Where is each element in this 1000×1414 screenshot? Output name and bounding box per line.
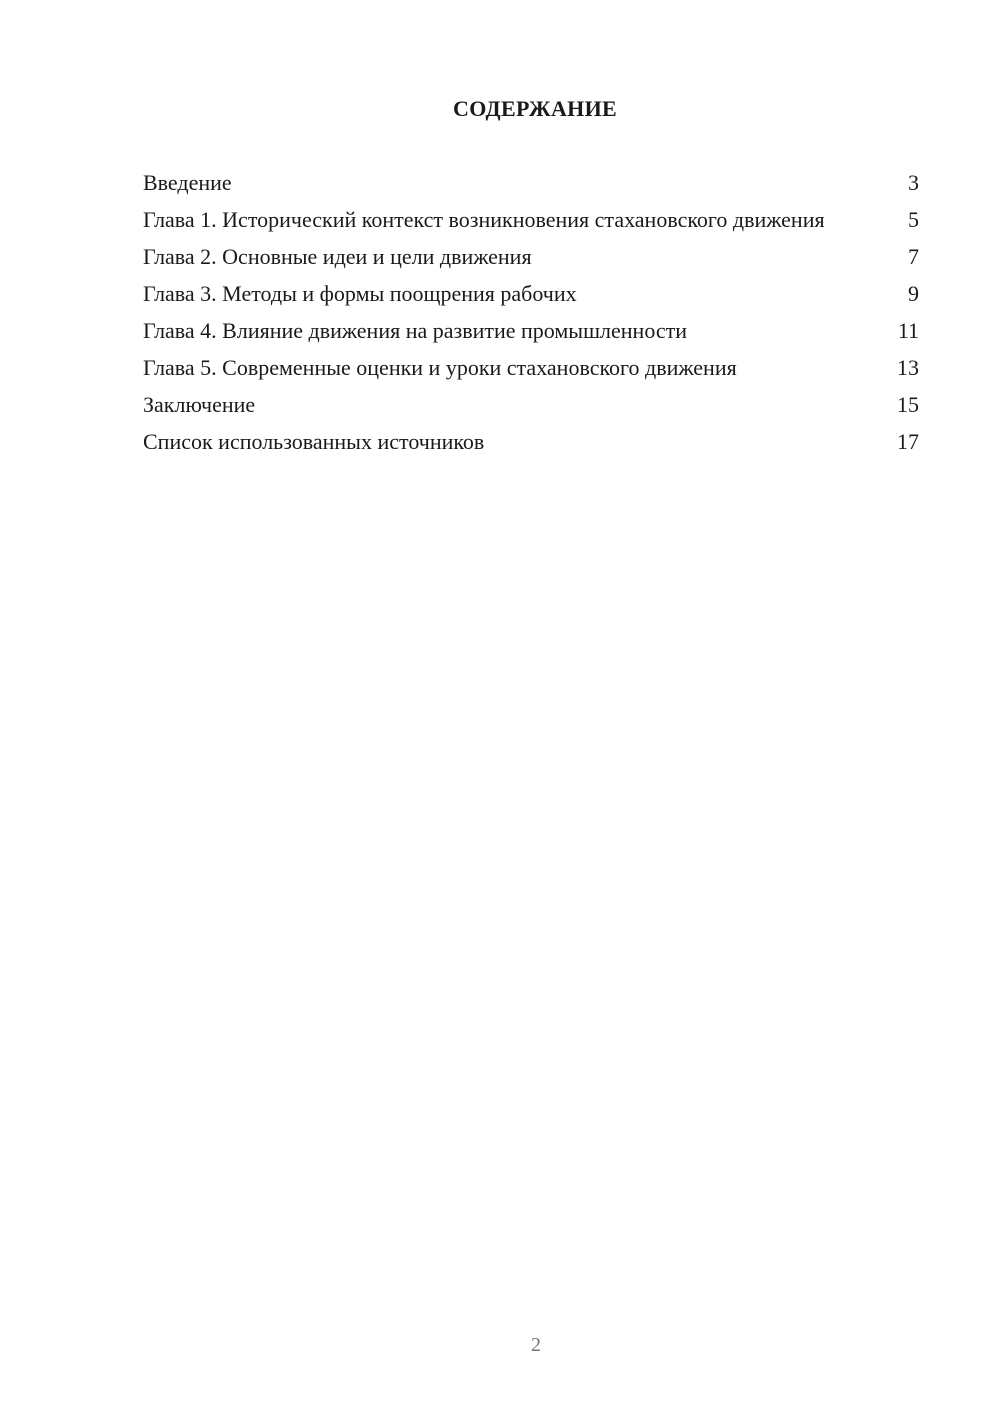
toc-entry-introduction	[143, 170, 919, 196]
toc-entry-label: Глава 2. Основные идеи и цели движения	[143, 244, 532, 269]
toc-entry-label: Введение	[143, 170, 232, 195]
toc-entry-chapter-3	[143, 281, 919, 307]
toc-entry-chapter-1	[143, 207, 919, 233]
toc-entry-page: 15	[897, 392, 919, 417]
toc-entry-page: 3	[908, 170, 919, 195]
toc-entry-label: Список использованных источников	[143, 429, 485, 454]
toc-entry-chapter-4	[143, 318, 919, 344]
table-of-contents	[143, 170, 919, 466]
toc-entry-label: Глава 4. Влияние движения на развитие промышленности	[143, 318, 688, 343]
toc-entry-conclusion	[143, 392, 919, 418]
toc-entry-label: Глава 5. Современные оценки и уроки стахановского движения	[143, 355, 737, 380]
toc-entry-chapter-5	[143, 355, 919, 381]
page-number: 2	[531, 1334, 541, 1356]
toc-entry-label: Заключение	[143, 392, 256, 417]
toc-entry-references	[143, 429, 919, 455]
toc-entry-chapter-2	[143, 244, 919, 270]
page-title: СОДЕРЖАНИЕ	[453, 96, 617, 121]
toc-entry-page: 5	[908, 207, 919, 232]
toc-entry-page: 9	[908, 281, 919, 306]
toc-entry-page: 7	[908, 244, 919, 269]
toc-entry-page: 17	[897, 429, 919, 454]
toc-entry-page: 11	[897, 318, 919, 343]
toc-entry-page: 13	[897, 355, 919, 380]
toc-entry-label: Глава 1. Исторический контекст возникновения стахановского движения	[143, 207, 825, 232]
toc-entry-label: Глава 3. Методы и формы поощрения рабочих	[143, 281, 577, 306]
